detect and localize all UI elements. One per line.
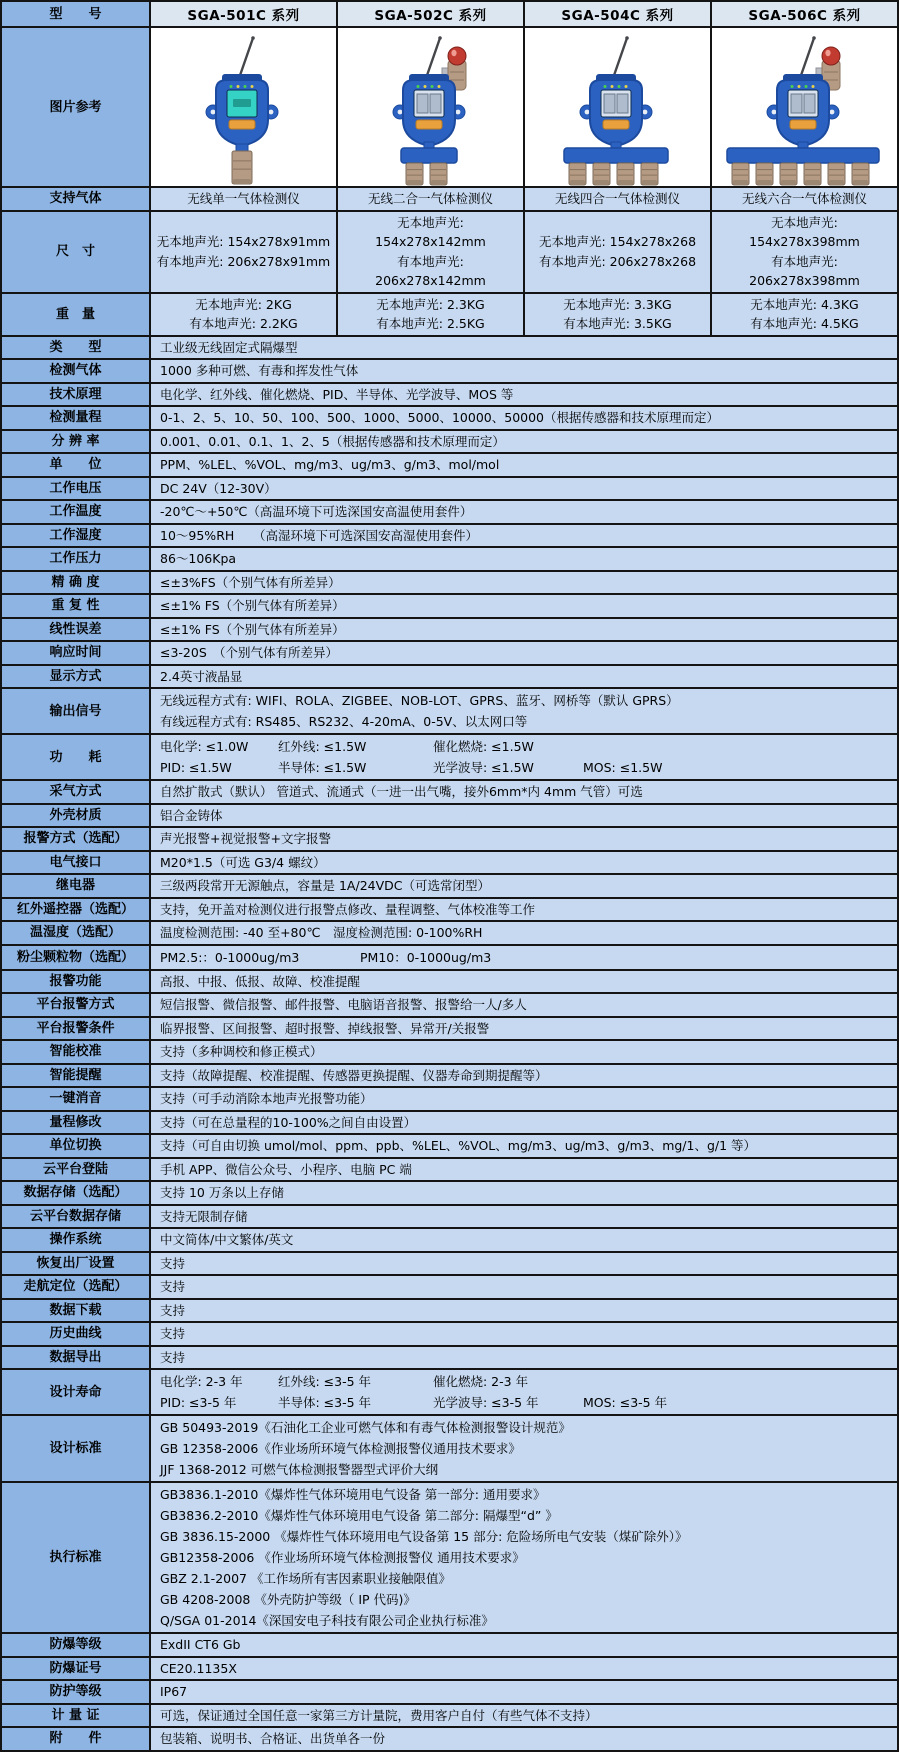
spec-line: 无本地声光: 2.3KG [376,296,485,312]
row-data-export [2,1347,897,1369]
spec-line: 支持 [160,1279,186,1294]
device-image-cell-3 [712,28,897,186]
row-value-factory-reset [151,1253,897,1275]
spec-line: GB3836.1-2010《爆炸性气体环境用电气设备 第一部分: 通用要求》 [160,1487,546,1502]
spec-line: 支持（可在总量程的10-100%之间自由设置） [160,1114,417,1130]
row-supported-gas [2,188,897,210]
row-technology [2,384,897,406]
row-label-data-storage: 数据存储（选配） [2,1182,149,1204]
row-value-metrology-cert [151,1705,897,1727]
row-value-working-temperature [151,501,897,523]
spec-line: M20*1.5（可选 G3/4 螺纹） [160,854,326,870]
row-value-technology [151,384,897,406]
spec-line: 有本地声光: 206x278x91mm [156,253,331,269]
row-power-consumption [2,735,897,779]
spec-line: ≤±3%FS（个别气体有所差异） [160,574,341,590]
spec-line: 自然扩散式（默认） 管道式、流通式（一进一出气嘴，接外6mm*内 4mm 气管）可选 [160,784,643,799]
row-protection-rating [2,1681,897,1703]
row-dimensions [2,212,897,292]
spec-line: 温度检测范围: -40 至+80℃ 湿度检测范围: 0-100%RH [160,925,483,940]
cell-supported-gas-1 [338,188,523,210]
row-label-supported-gas: 支持气体 [2,188,149,210]
row-unit-switch [2,1135,897,1157]
spec-line: 铝合金铸体 [160,807,223,823]
row-label-electrical-interface: 电气接口 [2,852,149,874]
device-image-cell-0 [151,28,336,186]
row-value-sampling-method [151,781,897,803]
spec-line: GB 50493-2019《石油化工企业可燃气体和有毒气体检测报警设计规范》 [160,1420,571,1435]
row-label-range-modification: 量程修改 [2,1112,149,1134]
cell-weight-1 [338,294,523,335]
row-value-resolution [151,431,897,453]
spec-segment: 电化学: ≤1.0W [160,739,249,754]
row-value-executive-standards [151,1483,897,1632]
row-sampling-method [2,781,897,803]
row-label-design-standards: 设计标准 [2,1416,149,1481]
row-label-ir-remote: 红外遥控器（选配） [2,899,149,921]
row-value-design-life [151,1370,897,1414]
row-value-platform-alarm-mode [151,994,897,1016]
row-detection-range [2,407,897,429]
row-smart-reminder [2,1065,897,1087]
spec-line: 无本地声光: 154x278x91mm [156,234,331,249]
row-factory-reset [2,1253,897,1275]
spec-line: 支持无限制存储 [160,1208,248,1224]
row-value-response-time [151,642,897,664]
row-label-weight: 重 量 [2,294,149,335]
spec-line: GBZ 2.1-2007 《工作场所有害因素职业接触限值》 [160,1571,451,1586]
row-label-operating-system: 操作系统 [2,1229,149,1251]
spec-line: 支持 10 万条以上存储 [160,1185,284,1200]
row-value-platform-alarm-conditions [151,1018,897,1040]
spec-line: 工业级无线固定式隔爆型 [160,339,298,355]
row-label-response-time: 响应时间 [2,642,149,664]
cell-supported-gas-0 [151,188,336,210]
row-type [2,337,897,359]
row-navigation-positioning [2,1276,897,1298]
model-header-2: SGA-504C 系列 [525,2,710,26]
image-reference-row [2,28,897,186]
spec-line: 10～95%RH （高湿环境下可选深国安高湿使用套件） [160,527,479,543]
spec-line: GB3836.2-2010《爆炸性气体环境用电气设备 第二部分: 隔爆型“d” 》 [160,1508,558,1523]
cell-dimensions-3 [712,212,897,292]
spec-line: 支持（可手动消除本地声光报警功能） [160,1091,373,1106]
spec-line: 有线远程方式有: RS485、RS232、4-20mA、0-5V、以太网口等 [160,714,528,729]
row-value-explosion-proof-cert [151,1658,897,1680]
row-label-platform-alarm-mode: 平台报警方式 [2,994,149,1016]
spec-line: 86～106Kpa [160,551,237,566]
row-label-accessories: 附 件 [2,1728,149,1750]
row-data-download [2,1300,897,1322]
spec-line: 声光报警+视觉报警+文字报警 [160,831,331,846]
row-label-repeatability: 重 复 性 [2,595,149,617]
row-value-working-pressure [151,548,897,570]
spec-line: 支持 [160,1326,186,1341]
row-cells-dimensions [151,212,897,292]
row-label-model: 型 号 [2,2,149,26]
sga-501c-detector-image [155,34,333,186]
spec-line: 中文简体/中文繁体/英文 [160,1232,294,1247]
row-value-data-export [151,1347,897,1369]
row-label-resolution: 分 辨 率 [2,431,149,453]
spec-line: 有本地声光: 206x278x268 [538,253,697,269]
row-cells-supported-gas [151,188,897,210]
row-label-platform-alarm-conditions: 平台报警条件 [2,1018,149,1040]
spec-line: ≤±1% FS（个别气体有所差异） [160,598,345,613]
row-linearity-error [2,619,897,641]
spec-line [160,1392,891,1413]
spec-segment: 光学波导: ≤1.5W [433,760,534,775]
spec-segment: 半导体: ≤3-5 年 [278,1395,372,1410]
spec-line [160,1371,891,1392]
row-label-data-export: 数据导出 [2,1347,149,1369]
spec-segment: PID: ≤3-5 年 [160,1395,237,1410]
row-range-modification [2,1112,897,1134]
row-value-working-humidity [151,525,897,547]
row-value-housing-material [151,805,897,827]
spec-line: 无线远程方式有: WIFI、ROLA、ZIGBEE、NOB-LOT、GPRS、蓝牙、网桥等（默认 GPRS） [160,693,679,708]
row-label-dust-particles: 粉尘颗粒物（选配） [2,946,149,969]
spec-line: ≤3-20S （个别气体有所差异） [160,645,339,660]
row-label-temp-humidity-option: 温湿度（选配） [2,922,149,944]
row-label-unit-switch: 单位切换 [2,1135,149,1157]
row-label-image-reference: 图片参考 [2,28,149,186]
row-data-storage [2,1182,897,1204]
device-image-cell-1 [338,28,523,186]
row-label-metrology-cert: 计 量 证 [2,1705,149,1727]
cell-weight-0 [151,294,336,335]
row-cloud-data-storage [2,1206,897,1228]
spec-line [160,947,891,968]
spec-segment: 光学波导: ≤3-5 年 [433,1395,539,1410]
spec-line: 0-1、2、5、10、50、100、500、1000、5000、10000、50000（根据传感器和技术原理而定） [160,410,720,425]
spec-line: 支持（多种调校和修正模式） [160,1044,323,1059]
device-image-cells [151,28,897,186]
spec-line: Q/SGA 01-2014《深国安电子科技有限公司企业执行标准》 [160,1613,494,1628]
sga-502c-detector-image [342,34,520,186]
spec-line: PPM、%LEL、%VOL、mg/m3、ug/m3、g/m3、mol/mol [160,457,500,472]
row-design-life [2,1370,897,1414]
row-label-alarm-mode: 报警方式（选配） [2,828,149,850]
sga-506c-detector-image [716,34,894,186]
spec-line: 三级两段常开无源触点，容量是 1A/24VDC（可选常闭型） [160,878,490,893]
row-label-linearity-error: 线性误差 [2,619,149,641]
spec-line [160,736,891,757]
spec-line: GB12358-2006 《作业场所环境气体检测报警仪 通用技术要求》 [160,1550,525,1565]
spec-line: 2.4英寸液晶显 [160,668,243,684]
model-header-0: SGA-501C 系列 [151,2,336,26]
model-header-row [2,2,897,26]
row-label-protection-rating: 防护等级 [2,1681,149,1703]
row-label-data-download: 数据下载 [2,1300,149,1322]
spec-line: ExdII CT6 Gb [160,1637,241,1652]
row-value-protection-rating [151,1681,897,1703]
row-detectable-gases [2,360,897,382]
row-label-relay: 继电器 [2,875,149,897]
row-value-history-curve [151,1323,897,1345]
spec-line [160,757,891,778]
row-value-data-download [151,1300,897,1322]
row-value-output-signal [151,689,897,733]
row-label-housing-material: 外壳材质 [2,805,149,827]
spec-line: 无本地声光: 154x278x398mm [749,214,860,249]
spec-line: 无线四合一气体检测仪 [554,191,680,206]
device-image-cell-2 [525,28,710,186]
spec-segment: 电化学: 2-3 年 [160,1374,243,1389]
row-design-standards [2,1416,897,1481]
cell-weight-3 [712,294,897,335]
spec-line: 有本地声光: 206x278x398mm [749,253,860,288]
row-value-navigation-positioning [151,1276,897,1298]
spec-segment: 红外线: ≤3-5 年 [278,1374,372,1389]
cell-weight-2 [525,294,710,335]
spec-line: 支持（故障提醒、校准提醒、传感器更换提醒、仪器寿命到期提醒等） [160,1067,548,1083]
row-working-pressure [2,548,897,570]
row-value-smart-calibration [151,1041,897,1063]
row-label-working-pressure: 工作压力 [2,548,149,570]
row-label-factory-reset: 恢复出厂设置 [2,1253,149,1275]
row-operating-system [2,1229,897,1251]
row-value-explosion-proof-grade [151,1634,897,1656]
spec-line: 包装箱、说明书、合格证、出货单各一份 [160,1731,386,1746]
spec-line: 无线二合一气体检测仪 [367,191,493,206]
row-label-cloud-data-storage: 云平台数据存储 [2,1206,149,1228]
row-units [2,454,897,476]
spec-segment: 半导体: ≤1.5W [278,760,367,775]
spec-line: 手机 APP、微信公众号、小程序、电脑 PC 端 [160,1161,412,1177]
row-label-navigation-positioning: 走航定位（选配） [2,1276,149,1298]
spec-segment: 催化燃烧: 2-3 年 [433,1374,529,1389]
row-relay [2,875,897,897]
row-response-time [2,642,897,664]
spec-line: 支持，免开盖对检测仪进行报警点修改、量程调整、气体校准等工作 [160,901,536,917]
row-alarm-mode [2,828,897,850]
row-label-working-humidity: 工作湿度 [2,525,149,547]
row-accessories [2,1728,897,1750]
spec-line: DC 24V（12-30V） [160,480,277,496]
row-value-dust-particles [151,946,897,969]
row-value-electrical-interface [151,852,897,874]
row-platform-alarm-mode [2,994,897,1016]
spec-segment: MOS: ≤3-5 年 [583,1395,668,1410]
row-value-relay [151,875,897,897]
row-accuracy [2,572,897,594]
row-value-alarm-mode [151,828,897,850]
spec-line: 无本地声光: 2KG [195,296,292,312]
row-metrology-cert [2,1705,897,1727]
row-repeatability [2,595,897,617]
row-explosion-proof-grade [2,1634,897,1656]
row-label-technology: 技术原理 [2,384,149,406]
spec-line: 短信报警、微信报警、邮件报警、电脑语音报警、报警给一人/多人 [160,997,527,1012]
row-value-accuracy [151,572,897,594]
row-value-design-standards [151,1416,897,1481]
cell-dimensions-0 [151,212,336,292]
spec-line: GB 3836.15-2000 《爆炸性气体环境用电气设备第 15 部分: 危险场所电气安装（煤矿除外）》 [160,1529,688,1544]
spec-line: 无本地声光: 154x278x142mm [375,214,486,249]
row-label-smart-calibration: 智能校准 [2,1041,149,1063]
row-value-operating-system [151,1229,897,1251]
spec-line: 电化学、红外线、催化燃烧、PID、半导体、光学波导、MOS 等 [160,386,514,402]
row-working-voltage [2,478,897,500]
spec-line: 无本地声光: 3.3KG [563,296,672,312]
row-value-smart-reminder [151,1065,897,1087]
row-label-working-voltage: 工作电压 [2,478,149,500]
row-label-display-mode: 显示方式 [2,666,149,688]
row-label-alarm-functions: 报警功能 [2,971,149,993]
spec-line: 无本地声光: 4.3KG [750,296,859,312]
row-value-data-storage [151,1182,897,1204]
row-temp-humidity-option [2,922,897,944]
row-one-key-mute [2,1088,897,1110]
row-value-repeatability [151,595,897,617]
row-value-accessories [151,1728,897,1750]
spec-line: 有本地声光: 4.5KG [750,316,859,331]
row-label-explosion-proof-cert: 防爆证号 [2,1658,149,1680]
spec-line: 临界报警、区间报警、超时报警、掉线报警、异常开/关报警 [160,1020,490,1036]
row-value-range-modification [151,1112,897,1134]
row-label-history-curve: 历史曲线 [2,1323,149,1345]
row-label-executive-standards: 执行标准 [2,1483,149,1632]
row-value-linearity-error [151,619,897,641]
row-working-humidity [2,525,897,547]
spec-line: GB 4208-2008 《外壳防护等级（ IP 代码)》 [160,1592,416,1607]
spec-line: 支持 [160,1255,186,1271]
row-value-working-voltage [151,478,897,500]
row-label-detectable-gases: 检测气体 [2,360,149,382]
row-smart-calibration [2,1041,897,1063]
row-label-design-life: 设计寿命 [2,1370,149,1414]
cell-supported-gas-2 [525,188,710,210]
row-output-signal [2,689,897,733]
row-label-type: 类 型 [2,337,149,359]
spec-line: 高报、中报、低报、故障、校准提醒 [160,973,361,989]
row-dust-particles [2,946,897,969]
row-history-curve [2,1323,897,1345]
row-housing-material [2,805,897,827]
row-executive-standards [2,1483,897,1632]
row-label-output-signal: 输出信号 [2,689,149,733]
model-header-1: SGA-502C 系列 [338,2,523,26]
row-value-display-mode [151,666,897,688]
row-ir-remote [2,899,897,921]
spec-line: IP67 [160,1684,188,1699]
sga-504c-detector-image [529,34,707,186]
row-label-working-temperature: 工作温度 [2,501,149,523]
row-label-smart-reminder: 智能提醒 [2,1065,149,1087]
row-label-one-key-mute: 一键消音 [2,1088,149,1110]
spec-segment: MOS: ≤1.5W [583,760,663,775]
cell-dimensions-2 [525,212,710,292]
row-label-explosion-proof-grade: 防爆等级 [2,1634,149,1656]
spec-line: 有本地声光: 2.2KG [189,316,298,331]
row-platform-alarm-conditions [2,1018,897,1040]
row-value-ir-remote [151,899,897,921]
row-display-mode [2,666,897,688]
row-label-detection-range: 检测量程 [2,407,149,429]
row-value-type [151,337,897,359]
spec-line: 有本地声光: 2.5KG [376,316,485,331]
cell-supported-gas-3 [712,188,897,210]
row-value-unit-switch [151,1135,897,1157]
row-label-dimensions: 尺 寸 [2,212,149,292]
spec-segment: PID: ≤1.5W [160,760,232,775]
spec-line: 无线六合一气体检测仪 [741,191,867,206]
spec-line: ≤±1% FS（个别气体有所差异） [160,621,345,637]
spec-line: 无线单一气体检测仪 [187,191,300,206]
spec-segment: 催化燃烧: ≤1.5W [433,739,534,754]
spec-segment: 红外线: ≤1.5W [278,739,367,754]
spec-segment: PM10：0-1000ug/m3 [360,949,492,965]
spec-line: GB 12358-2006《作业场所环境气体检测报警仪通用技术要求》 [160,1441,521,1456]
model-header-cells [151,2,897,26]
row-label-power-consumption: 功 耗 [2,735,149,779]
row-label-units: 单 位 [2,454,149,476]
spec-line: 0.001、0.01、0.1、1、2、5（根据传感器和技术原理而定） [160,433,505,449]
spec-line: 可选，保证通过全国任意一家第三方计量院，费用客户自付（有些气体不支持） [160,1707,598,1723]
row-value-units [151,454,897,476]
row-resolution [2,431,897,453]
row-weight [2,294,897,335]
row-electrical-interface [2,852,897,874]
spec-line: -20℃～+50℃（高温环境下可选深国安高温使用套件） [160,504,473,519]
spec-line: 支持（可自由切换 umol/mol、ppm、ppb、%LEL、%VOL、mg/m3、ug/m3、g/m3、mg/1、g/1 等） [160,1138,757,1153]
spec-line: JJF 1368-2012 可燃气体检测报警器型式评价大纲 [160,1462,439,1477]
spec-line: CE20.1135X [160,1660,237,1676]
row-cloud-login [2,1159,897,1181]
row-explosion-proof-cert [2,1658,897,1680]
row-label-accuracy: 精 确 度 [2,572,149,594]
row-value-detection-range [151,407,897,429]
row-value-detectable-gases [151,360,897,382]
row-value-temp-humidity-option [151,922,897,944]
row-value-alarm-functions [151,971,897,993]
model-header-3: SGA-506C 系列 [712,2,897,26]
row-value-cloud-login [151,1159,897,1181]
row-alarm-functions [2,971,897,993]
cell-dimensions-1 [338,212,523,292]
row-value-power-consumption [151,735,897,779]
spec-line: 支持 [160,1349,186,1365]
spec-segment: PM2.5:：0-1000ug/m3 [160,949,300,965]
row-working-temperature [2,501,897,523]
row-label-sampling-method: 采气方式 [2,781,149,803]
spec-line: 1000 多种可燃、有毒和挥发性气体 [160,363,359,378]
row-label-cloud-login: 云平台登陆 [2,1159,149,1181]
row-value-one-key-mute [151,1088,897,1110]
spec-line: 支持 [160,1302,186,1318]
spec-line: 有本地声光: 206x278x142mm [375,253,486,288]
row-value-cloud-data-storage [151,1206,897,1228]
row-cells-weight [151,294,897,335]
spec-line: 无本地声光: 154x278x268 [538,234,697,249]
spec-line: 有本地声光: 3.5KG [563,316,672,331]
